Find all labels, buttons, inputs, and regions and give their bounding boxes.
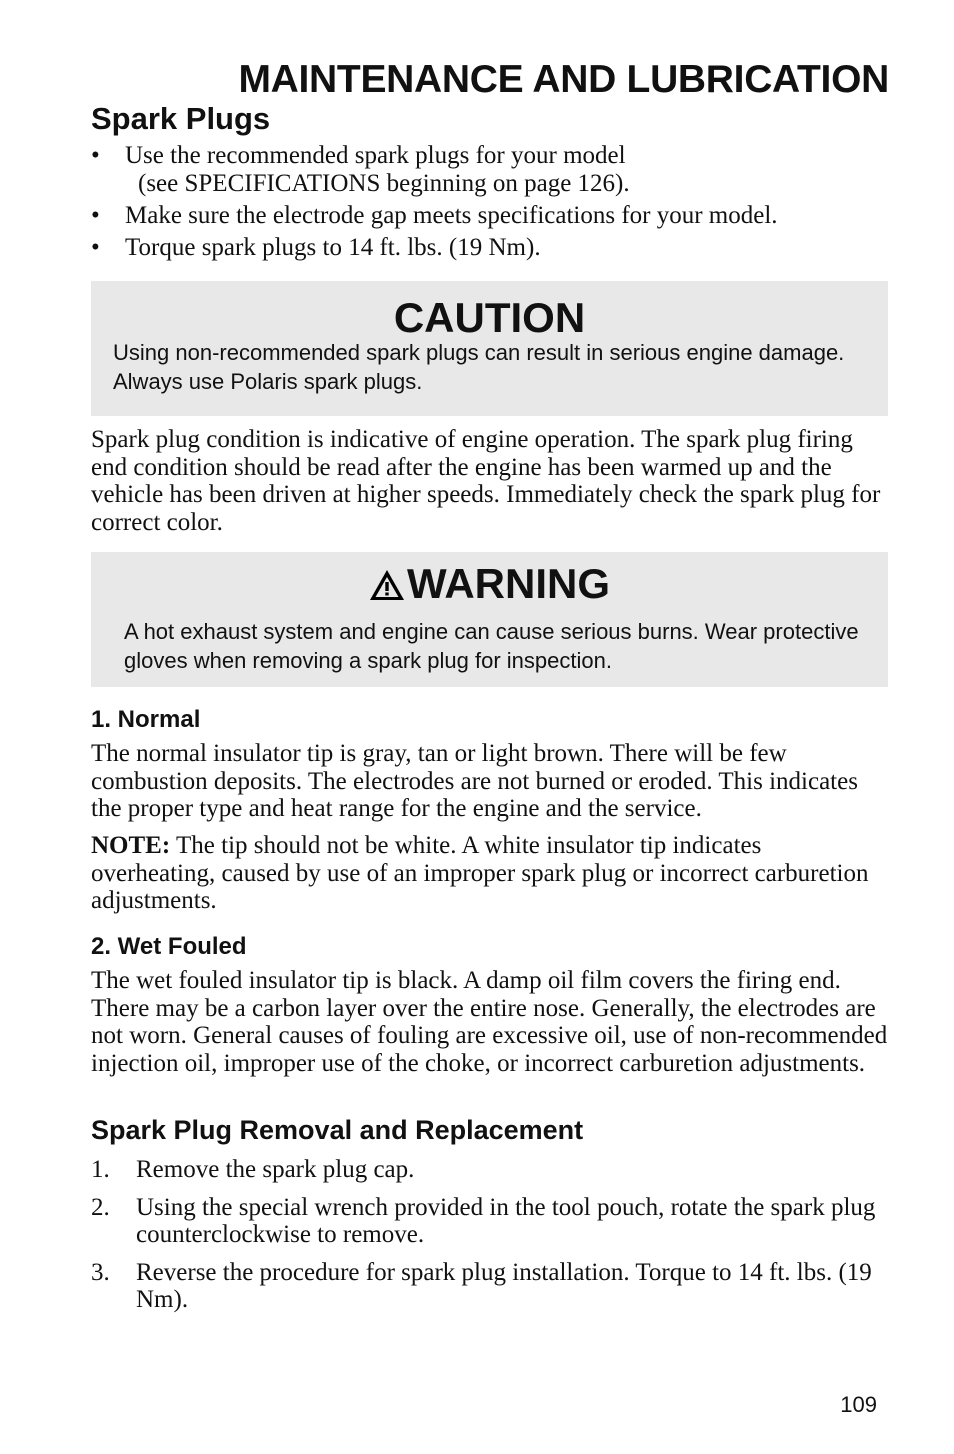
section-title: Spark Plugs [91,101,271,136]
normal-paragraph: The normal insulator tip is gray, tan or light brown. There will be few combustion deposits. The electrodes are not burned or eroded. This indicates the proper type and heat range for the engine and the service. [91,740,858,822]
bullet-item [91,234,891,262]
bullet-text: Torque spark plugs to 14 ft. lbs. (19 Nm). [125,234,541,261]
warning-title-row [91,562,888,609]
step-text: Remove the spark plug cap. [136,1156,415,1183]
warning-title: WARNING [407,560,610,607]
removal-step [91,1194,891,1249]
bullet-item [91,202,891,230]
spark-plug-bullet-list [91,142,891,266]
removal-step [91,1259,891,1314]
step-number: 3. [91,1258,110,1286]
note-label: NOTE: [91,832,171,859]
warning-triangle-icon [369,565,405,609]
bullet-text: Make sure the electrode gap meets specifications for your model. [125,202,778,229]
caution-box [91,281,888,416]
removal-step [91,1156,891,1184]
warning-box [91,552,888,687]
removal-heading: Spark Plug Removal and Replacement [91,1115,584,1145]
bullet-item [91,142,891,198]
bullet-text-continuation: (see SPECIFICATIONS beginning on page 126). [138,170,630,197]
wet-fouled-paragraph: The wet fouled insulator tip is black. A damp oil film covers the firing end. There may be a carbon layer over the entire nose. Generally, the electrodes are not worn. General causes of fouling are excessive oil, use of non-recommended injection oil, improper use of the choke, or incorrect carburetion adjustments. [91,967,888,1077]
step-text: Using the special wrench provided in the tool pouch, rotate the spark plug counterclockwise to remove. [136,1193,876,1248]
note-text: The tip should not be white. A white insulator tip indicates overheating, caused by use of an improper spark plug or incorrect carburetion adjustments. [91,832,869,914]
page-header: MAINTENANCE AND LUBRICATION [238,58,889,101]
normal-heading: 1. Normal [91,706,201,733]
caution-body: Using non-recommended spark plugs can result in serious engine damage. Always use Polaris spark plugs. [113,340,845,394]
removal-steps-list [91,1156,891,1324]
step-number: 1. [91,1156,110,1183]
step-text: Reverse the procedure for spark plug installation. Torque to 14 ft. lbs. (19 Nm). [136,1258,872,1313]
bullet-text: Use the recommended spark plugs for your model [125,142,626,169]
step-number: 2. [91,1193,110,1221]
page-number: 109 [840,1392,877,1417]
wet-fouled-heading: 2. Wet Fouled [91,933,247,960]
warning-body: A hot exhaust system and engine can cause serious burns. Wear protective gloves when removing a spark plug for inspection. [124,619,859,673]
caution-title: CAUTION [393,294,586,341]
note-paragraph [91,832,891,915]
intro-paragraph: Spark plug condition is indicative of engine operation. The spark plug firing end condition should be read after the engine has been warmed up and the vehicle has been driven at higher speeds. Immediately check the spark plug for correct color. [91,426,881,536]
